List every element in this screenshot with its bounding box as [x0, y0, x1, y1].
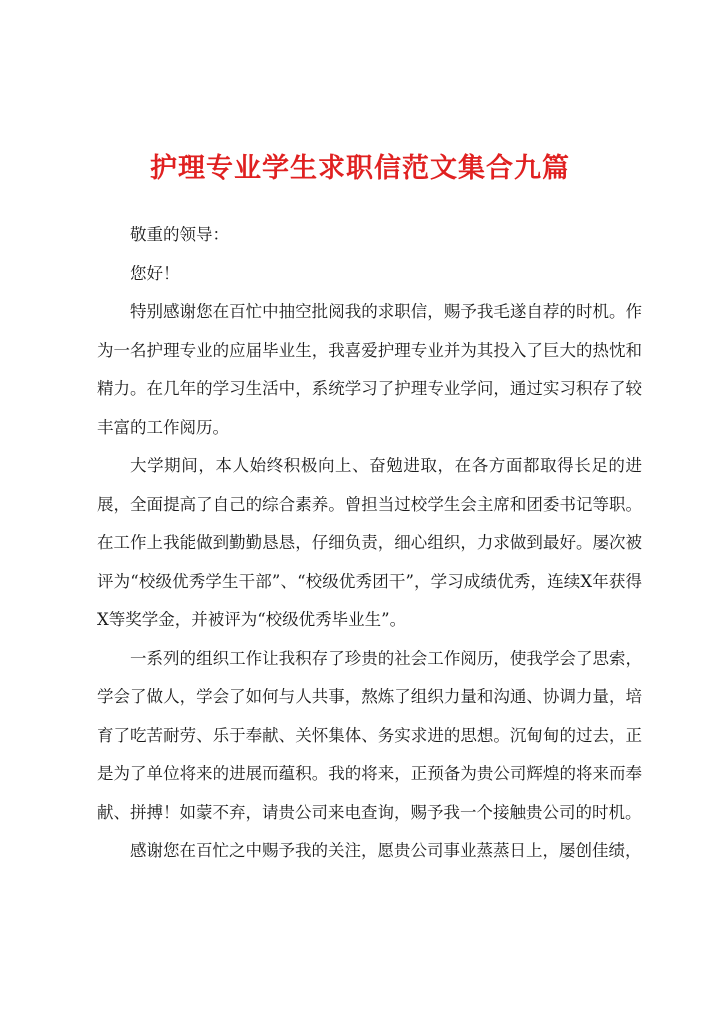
paragraph-3: 一系列的组织工作让我积存了珍贵的社会工作阅历，使我学会了思索，学会了做人，学会了如何与人共事，熬炼了组织力量和沟通、协调力量，培育了吃苦耐劳、乐于奉献、关怀集体、务实求进的思想。沉甸甸的过去，正是为了单位将来的进展而蕴积。我的将来，正预备为贵公司辉煌的将来而奉献、拼搏！如蒙不弃，请贵公司来电查询，赐予我一个接触贵公司的时机。	[97, 648, 642, 822]
document-title: 护理专业学生求职信范文集合九篇	[150, 153, 570, 184]
paragraph-2: 大学期间，本人始终积极向上、奋勉进取，在各方面都取得长足的进展，全面提高了自己的综合素养。曾担当过校学生会主席和团委书记等职。在工作上我能做到勤勤恳恳，仔细负责，细心组织，力求做到最好。屡次被评为“校级优秀学生干部”、“校级优秀团干”，学习成绩优秀，连续X年获得X等奖学金，并被评为“校级优秀毕业生”。	[97, 456, 642, 629]
document-body	[97, 216, 642, 871]
paragraph-1: 特别感谢您在百忙中抽空批阅我的求职信，赐予我毛遂自荐的时机。作为一名护理专业的应届毕业生，我喜爱护理专业并为其投入了巨大的热忱和精力。在几年的学习生活中，系统学习了护理专业学问，通过实习积存了较丰富的工作阅历。	[97, 302, 642, 437]
paragraph-4: 感谢您在百忙之中赐予我的关注，愿贵公司事业蒸蒸日上，屡创佳绩，	[130, 841, 642, 860]
salutation: 敬重的领导：	[130, 225, 229, 244]
greeting: 您好！	[130, 263, 180, 283]
